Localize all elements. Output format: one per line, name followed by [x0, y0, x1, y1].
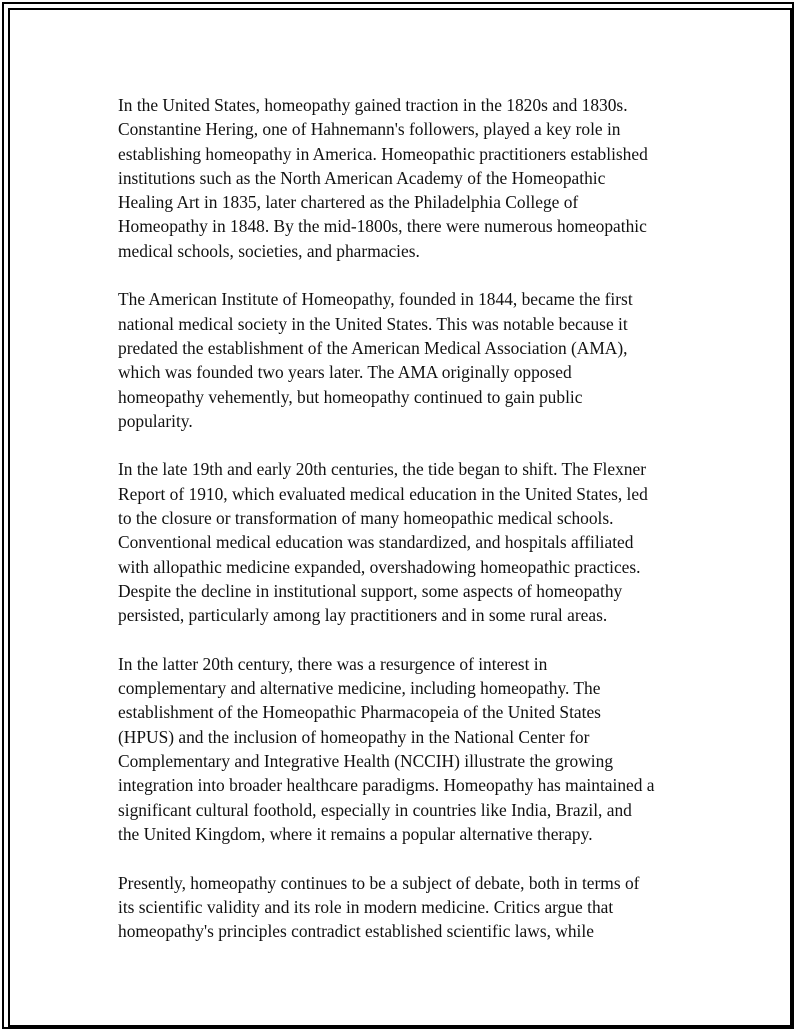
text-line: homeopathy's principles contradict established scientific laws, while	[118, 921, 594, 942]
text-line: the United Kingdom, where it remains a popular alternative therapy.	[118, 823, 593, 844]
paragraph-aih	[118, 287, 690, 433]
text-line: persisted, particularly among lay practitioners and in some rural areas.	[118, 605, 608, 626]
text-line: Presently, homeopathy continues to be a subject of debate, both in terms of	[118, 872, 640, 893]
text-line: predated the establishment of the American Medical Association (AMA),	[118, 337, 628, 358]
text-line: Conventional medical education was standardized, and hospitals affiliated	[118, 532, 634, 553]
text-line: significant cultural foothold, especially in countries like India, Brazil, and	[118, 799, 632, 820]
text-line: In the latter 20th century, there was a resurgence of interest in	[118, 653, 548, 674]
text-line: homeopathy vehemently, but homeopathy continued to gain public	[118, 386, 583, 407]
text-line: with allopathic medicine expanded, overshadowing homeopathic practices.	[118, 556, 641, 577]
paragraph-us-history	[118, 93, 690, 263]
text-line: Homeopathy in 1848. By the mid-1800s, there were numerous homeopathic	[118, 216, 647, 237]
document-body	[118, 93, 690, 968]
text-line: national medical society in the United States. This was notable because it	[118, 313, 628, 334]
text-line: Complementary and Integrative Health (NCCIH) illustrate the growing	[118, 751, 614, 772]
paragraph-decline	[118, 457, 690, 627]
text-line: Despite the decline in institutional support, some aspects of homeopathy	[118, 580, 623, 601]
text-line: integration into broader healthcare paradigms. Homeopathy has maintained a	[118, 775, 655, 796]
text-line: (HPUS) and the inclusion of homeopathy in the National Center for	[118, 726, 590, 747]
text-line: The American Institute of Homeopathy, founded in 1844, became the first	[118, 289, 633, 310]
text-line: to the closure or transformation of many homeopathic medical schools.	[118, 508, 614, 529]
text-line: which was founded two years later. The AMA originally opposed	[118, 362, 572, 383]
text-line: Healing Art in 1835, later chartered as the Philadelphia College of	[118, 192, 579, 213]
text-line: complementary and alternative medicine, including homeopathy. The	[118, 678, 601, 699]
paragraph-resurgence	[118, 652, 690, 846]
text-line: Report of 1910, which evaluated medical education in the United States, led	[118, 483, 648, 504]
text-line: establishing homeopathy in America. Homeopathic practitioners established	[118, 143, 648, 164]
text-line: In the late 19th and early 20th centuries, the tide began to shift. The Flexner	[118, 459, 647, 480]
text-line: its scientific validity and its role in modern medicine. Critics argue that	[118, 896, 614, 917]
text-line: institutions such as the North American Academy of the Homeopathic	[118, 167, 606, 188]
text-line: medical schools, societies, and pharmacies.	[118, 240, 420, 261]
text-line: In the United States, homeopathy gained traction in the 1820s and 1830s.	[118, 95, 628, 115]
text-line: establishment of the Homeopathic Pharmacopeia of the United States	[118, 702, 601, 723]
text-line: Constantine Hering, one of Hahnemann's followers, played a key role in	[118, 119, 621, 140]
text-line: popularity.	[118, 410, 193, 431]
paragraph-present	[118, 871, 690, 944]
